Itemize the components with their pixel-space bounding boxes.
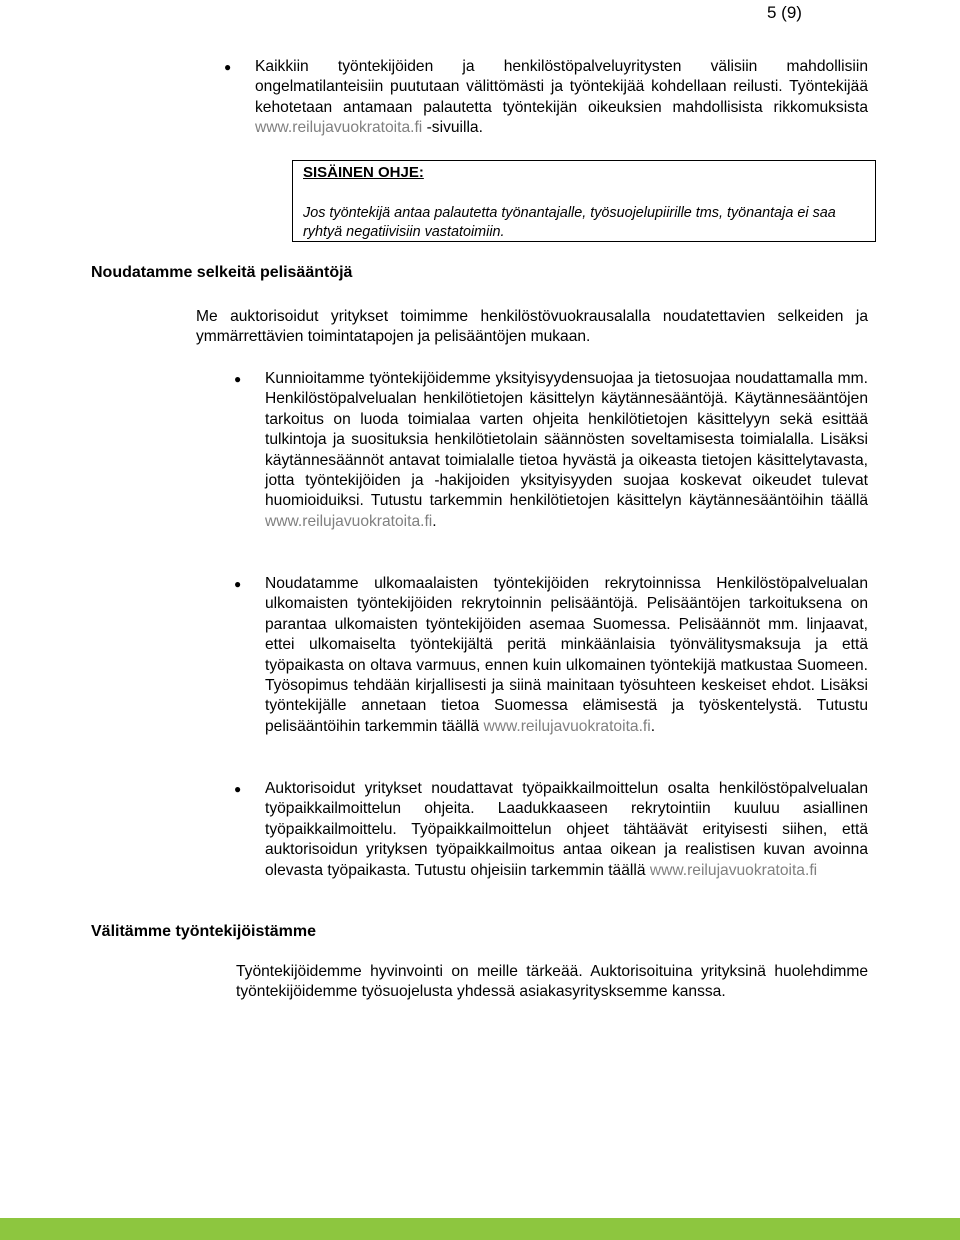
intro-bullet-text — [255, 57, 868, 139]
list-item — [265, 779, 868, 881]
page-number: 5 (9) — [767, 3, 802, 22]
intro-bullet-after: -sivuilla. — [422, 119, 483, 137]
section1-intro: Me auktorisoidut yritykset toimimme henkilöstövuokrausalalla noudatettavien selkeiden ja ymmärrettävien toimintatapojen ja pelisääntöjen mukaan. — [196, 308, 868, 346]
list-item-text: Noudatamme ulkomaalaisten työntekijöiden rekrytoinnissa Henkilöstöpalvelualan ulkomaisten työntekijöiden rekrytoinnin pelisääntöjä. Pelisääntöjen tarkoituksena on parantaa ulkomaisten työntekijöiden asemaa Suomessa. Pelisäännöt mm. linjaavat, ettei ulkomaiselta työntekijältä peritä minkäänlaisia työnvälitysmaksuja ja että työpaikasta on oltava varmuus, ennen kuin ulkomainen työntekijä matkustaa Suomeen. Työsopimus tehdään kirjallisesti ja siinä mainitaan työsuhteen keskeiset ehdot. Lisäksi työntekijälle annetaan tietoa Suomessa elämisestä ja työskentelystä. Tutustu pelisääntöihin tarkemmin täällä — [265, 575, 868, 735]
list-item-text: Auktorisoidut yritykset noudattavat työpaikkailmoittelun osalta henkilöstöpalvelualan työpaikkailmoittelun ohjeita. Laadukkaaseen rekrytointiin kuuluu asiallinen työpaikkailmoittelu. Työpaikkailmoittelun ohjeet tähtäävät erityisesti siihen, että auktorisoidun yrityksen työpaikkailmoitus antaa oikean ja realistisen kuvan avoinna olevasta työpaikasta. Tutustu ohjeisiin tarkemmin täällä — [265, 780, 868, 879]
list-item-link[interactable]: www.reilujavuokratoita.fi — [483, 717, 651, 735]
bullet-icon: ● — [234, 372, 242, 386]
list-item-after: . — [650, 717, 656, 735]
intro-bullet-body: Kaikkiin työntekijöiden ja henkilöstöpalveluyritysten välisiin mahdollisiin ongelmatilanteisiin puututaan välittömästi ja työntekijää kohdellaan reilusti. Työntekijää kehotetaan antamaan palautetta työntekijän oikeuksien mahdollisista rikkomuksista — [255, 58, 868, 116]
bullet-icon: ● — [234, 782, 242, 796]
intro-bullet-link[interactable]: www.reilujavuokratoita.fi — [255, 119, 423, 137]
list-item-after: . — [432, 512, 437, 530]
internal-note-text: Jos työntekijä antaa palautetta työnantajalle, työsuojelupiirille tms, työnantaja ei saa ryhtyä negatiivisiin vastatoimiin. — [303, 205, 836, 240]
list-item-link[interactable]: www.reilujavuokratoita.fi — [649, 861, 818, 879]
list-item — [265, 574, 868, 737]
bullet-icon: ● — [234, 577, 242, 591]
internal-note-title: SISÄINEN OHJE: — [303, 164, 424, 181]
list-item-link[interactable]: www.reilujavuokratoita.fi — [265, 512, 433, 530]
footer-bar — [0, 1218, 960, 1240]
bullet-icon: ● — [224, 60, 232, 74]
internal-note-box — [292, 160, 876, 242]
list-item — [265, 369, 868, 532]
section-heading-rules: Noudatamme selkeitä pelisääntöjä — [91, 264, 353, 281]
section-heading-care: Välitämme työntekijöistämme — [91, 923, 316, 940]
list-item-text: Kunnioitamme työntekijöidemme yksityisyydensuojaa ja tietosuojaa noudattamalla mm. Henkilöstöpalvelualan henkilötietojen käsittelyn käytännesääntöjä. Käytännesääntöjen tarkoitus on luoda toimialaa varten ohjeita henkilötietojen käsittelyyn sekä esittää tulkintoja ja suosituksia henkilötietolain säännösten soveltamisesta toimialalla. Lisäksi käytännesäännöt antavat toimialalle tietoa hyvästä ja oikeasta tietojen käsittelytavasta, jotta työntekijöiden ja -hakijoiden yksityisyyden suojaa koskevat oikeudet tulevat huomioiduiksi. Tutustu tarkemmin henkilötietojen käsittelyn käytännesääntöihin täällä — [265, 370, 868, 510]
section2-text: Työntekijöidemme hyvinvointi on meille tärkeää. Auktorisoituina yrityksinä huolehdimme työntekijöidemme työsuojelusta yhdessä asiakasyritysksemme kanssa. — [236, 963, 868, 1001]
